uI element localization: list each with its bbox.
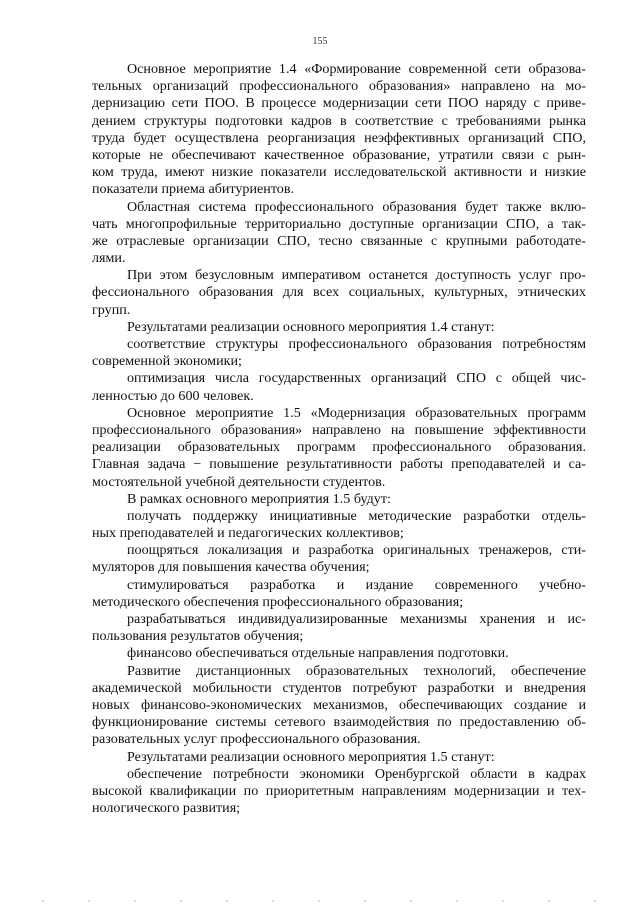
text-line: лями. — [92, 250, 126, 267]
page-number: 155 — [312, 36, 328, 47]
text-line: Областная система профессионального образования будет также вклю- — [127, 198, 586, 215]
text-line: высокой квалификации по приоритетным направлениям модернизации и тех- — [92, 782, 586, 799]
text-line: чать многопрофильные территориально доступные организации СПО, а так- — [92, 215, 586, 232]
text-line: реализации образовательных программ профессионального образования. — [92, 439, 586, 456]
scan-artifact-dots — [20, 900, 620, 902]
text-line: Результатами реализации основного мероприятия 1.5 станут: — [127, 748, 495, 765]
text-line: обеспечение потребности экономики Оренбургской области в кадрах — [127, 765, 586, 782]
text-line: труда будет осуществлена реорганизация неэффективных организаций СПО, — [92, 129, 586, 146]
text-line: групп. — [92, 301, 131, 318]
text-line: пользования результатов обучения; — [92, 628, 304, 645]
text-line: дернизацию сети ПОО. В процессе модернизации сети ПОО наряду с приве- — [92, 95, 586, 112]
text-line: тельных организаций профессионального образования» направлено на мо- — [92, 78, 586, 95]
text-line: поощряться локализация и разработка оригинальных тренажеров, сти- — [127, 542, 586, 559]
text-line: финансово обеспечиваться отдельные направления подготовки. — [127, 645, 509, 662]
text-line: функционирование системы сетевого взаимодействия по предоставлению об- — [92, 714, 586, 731]
text-line: стимулироваться разработка и издание современного учебно- — [127, 576, 586, 593]
text-line: ком труда, имеют низкие показатели исследовательской активности и низкие — [92, 164, 586, 181]
text-line: оптимизация числа государственных организаций СПО с общей чис- — [127, 370, 586, 387]
text-line: нологического развития; — [92, 800, 241, 817]
text-line: Основное мероприятие 1.5 «Модернизация образовательных программ — [127, 404, 586, 421]
text-line: же отраслевые организации СПО, тесно связанные с крупными работодате- — [92, 232, 586, 249]
text-line: Развитие дистанционных образовательных технологий, обеспечение — [127, 662, 586, 679]
text-line: современной экономики; — [92, 353, 242, 370]
text-line: В рамках основного мероприятия 1.5 будут: — [127, 490, 391, 507]
text-line: муляторов для повышения качества обучения; — [92, 559, 370, 576]
text-line: дением структуры подготовки кадров в соответствие с требованиями рынка — [92, 112, 586, 129]
text-line: разрабатываться индивидуализированные механизмы хранения и ис- — [127, 611, 586, 627]
text-line: ных преподавателей и педагогических коллективов; — [92, 525, 404, 542]
text-line: Главная задача − повышение результативности работы преподавателей и са- — [92, 456, 586, 473]
text-line: соответствие структуры профессионального образования потребностям — [127, 336, 586, 352]
document-body — [92, 61, 586, 817]
text-line: фессионального образования для всех социальных, культурных, этнических — [92, 284, 586, 301]
text-line: разовательных услуг профессионального образования. — [92, 731, 421, 748]
text-line: Результатами реализации основного мероприятия 1.4 станут: — [127, 318, 495, 335]
text-line: которые не обеспечивают качественное образование, утратили связи с рын- — [92, 146, 586, 163]
text-line: мостоятельной учебной деятельности студентов. — [92, 473, 386, 490]
text-line: академической мобильности студентов потребуют разработки и внедрения — [92, 679, 586, 696]
text-line: Основное мероприятие 1.4 «Формирование современной сети образова- — [127, 61, 586, 77]
text-line: При этом безусловным императивом останется доступность услуг про- — [127, 267, 586, 284]
text-line: профессионального образования» направлено на повышение эффективности — [92, 421, 586, 438]
text-line: ленностью до 600 человек. — [92, 387, 254, 404]
text-line: новых финансово-экономических механизмов, обеспечивающих создание и — [92, 696, 586, 713]
text-line: методического обеспечения профессионального образования; — [92, 593, 464, 610]
text-line: показатели приема абитуриентов. — [92, 181, 295, 198]
text-line: получать поддержку инициативные методические разработки отдель- — [127, 507, 586, 524]
